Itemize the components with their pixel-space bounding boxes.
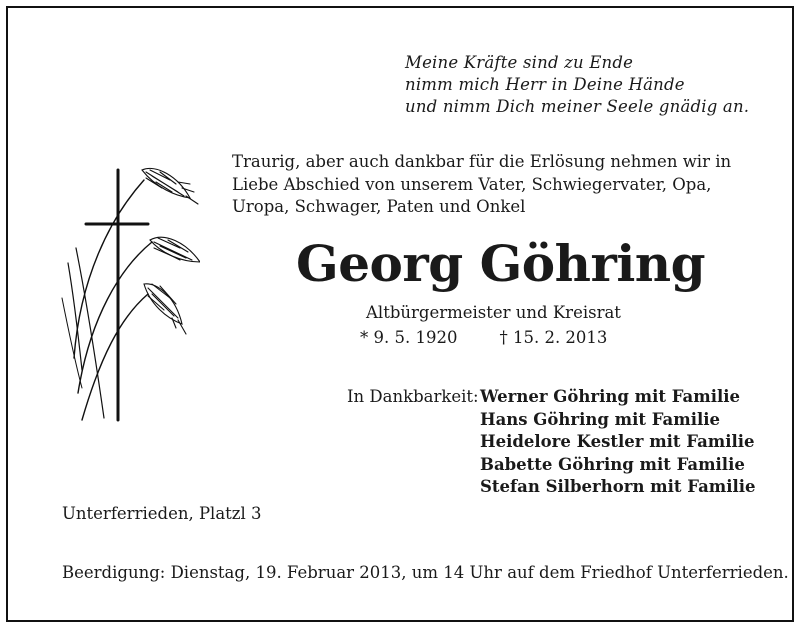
intro-line: Traurig, aber auch dankbar für die Erlösung nehmen wir in	[232, 152, 732, 171]
intro-text	[232, 151, 732, 219]
mourner-entry: Werner Göhring mit Familie	[480, 387, 740, 406]
birth-date: * 9. 5. 1920	[360, 328, 458, 347]
mourner-entry: Babette Göhring mit Familie	[480, 454, 745, 474]
deceased-name: Georg Göhring	[296, 234, 706, 293]
cross-with-wheat-icon	[60, 158, 200, 433]
intro-line: Liebe Abschied von unserem Vater, Schwiegervater, Opa,	[232, 174, 712, 194]
mourners-label: In Dankbarkeit:	[347, 387, 479, 406]
verse-line: nimm mich Herr in Deine Hände	[405, 75, 685, 94]
verse-line: Meine Kräfte sind zu Ende	[405, 53, 634, 72]
life-dates	[360, 328, 607, 347]
funeral-info: Beerdigung: Dienstag, 19. Februar 2013, um 14 Uhr auf dem Friedhof Unterferrieden.	[62, 563, 789, 582]
deceased-title: Altbürgermeister und Kreisrat	[366, 303, 621, 322]
mourner-entry: Hans Göhring mit Familie	[480, 409, 720, 429]
address-line: Unterferrieden, Platzl 3	[62, 504, 262, 523]
mourners-list	[480, 386, 756, 499]
death-date: † 15. 2. 2013	[499, 328, 608, 347]
mourner-entry: Stefan Silberhorn mit Familie	[480, 477, 756, 496]
memorial-verse	[405, 52, 749, 118]
mourner-entry: Heidelore Kestler mit Familie	[480, 432, 755, 451]
intro-line: Uropa, Schwager, Paten und Onkel	[232, 197, 526, 216]
verse-line: und nimm Dich meiner Seele gnädig an.	[405, 97, 750, 116]
